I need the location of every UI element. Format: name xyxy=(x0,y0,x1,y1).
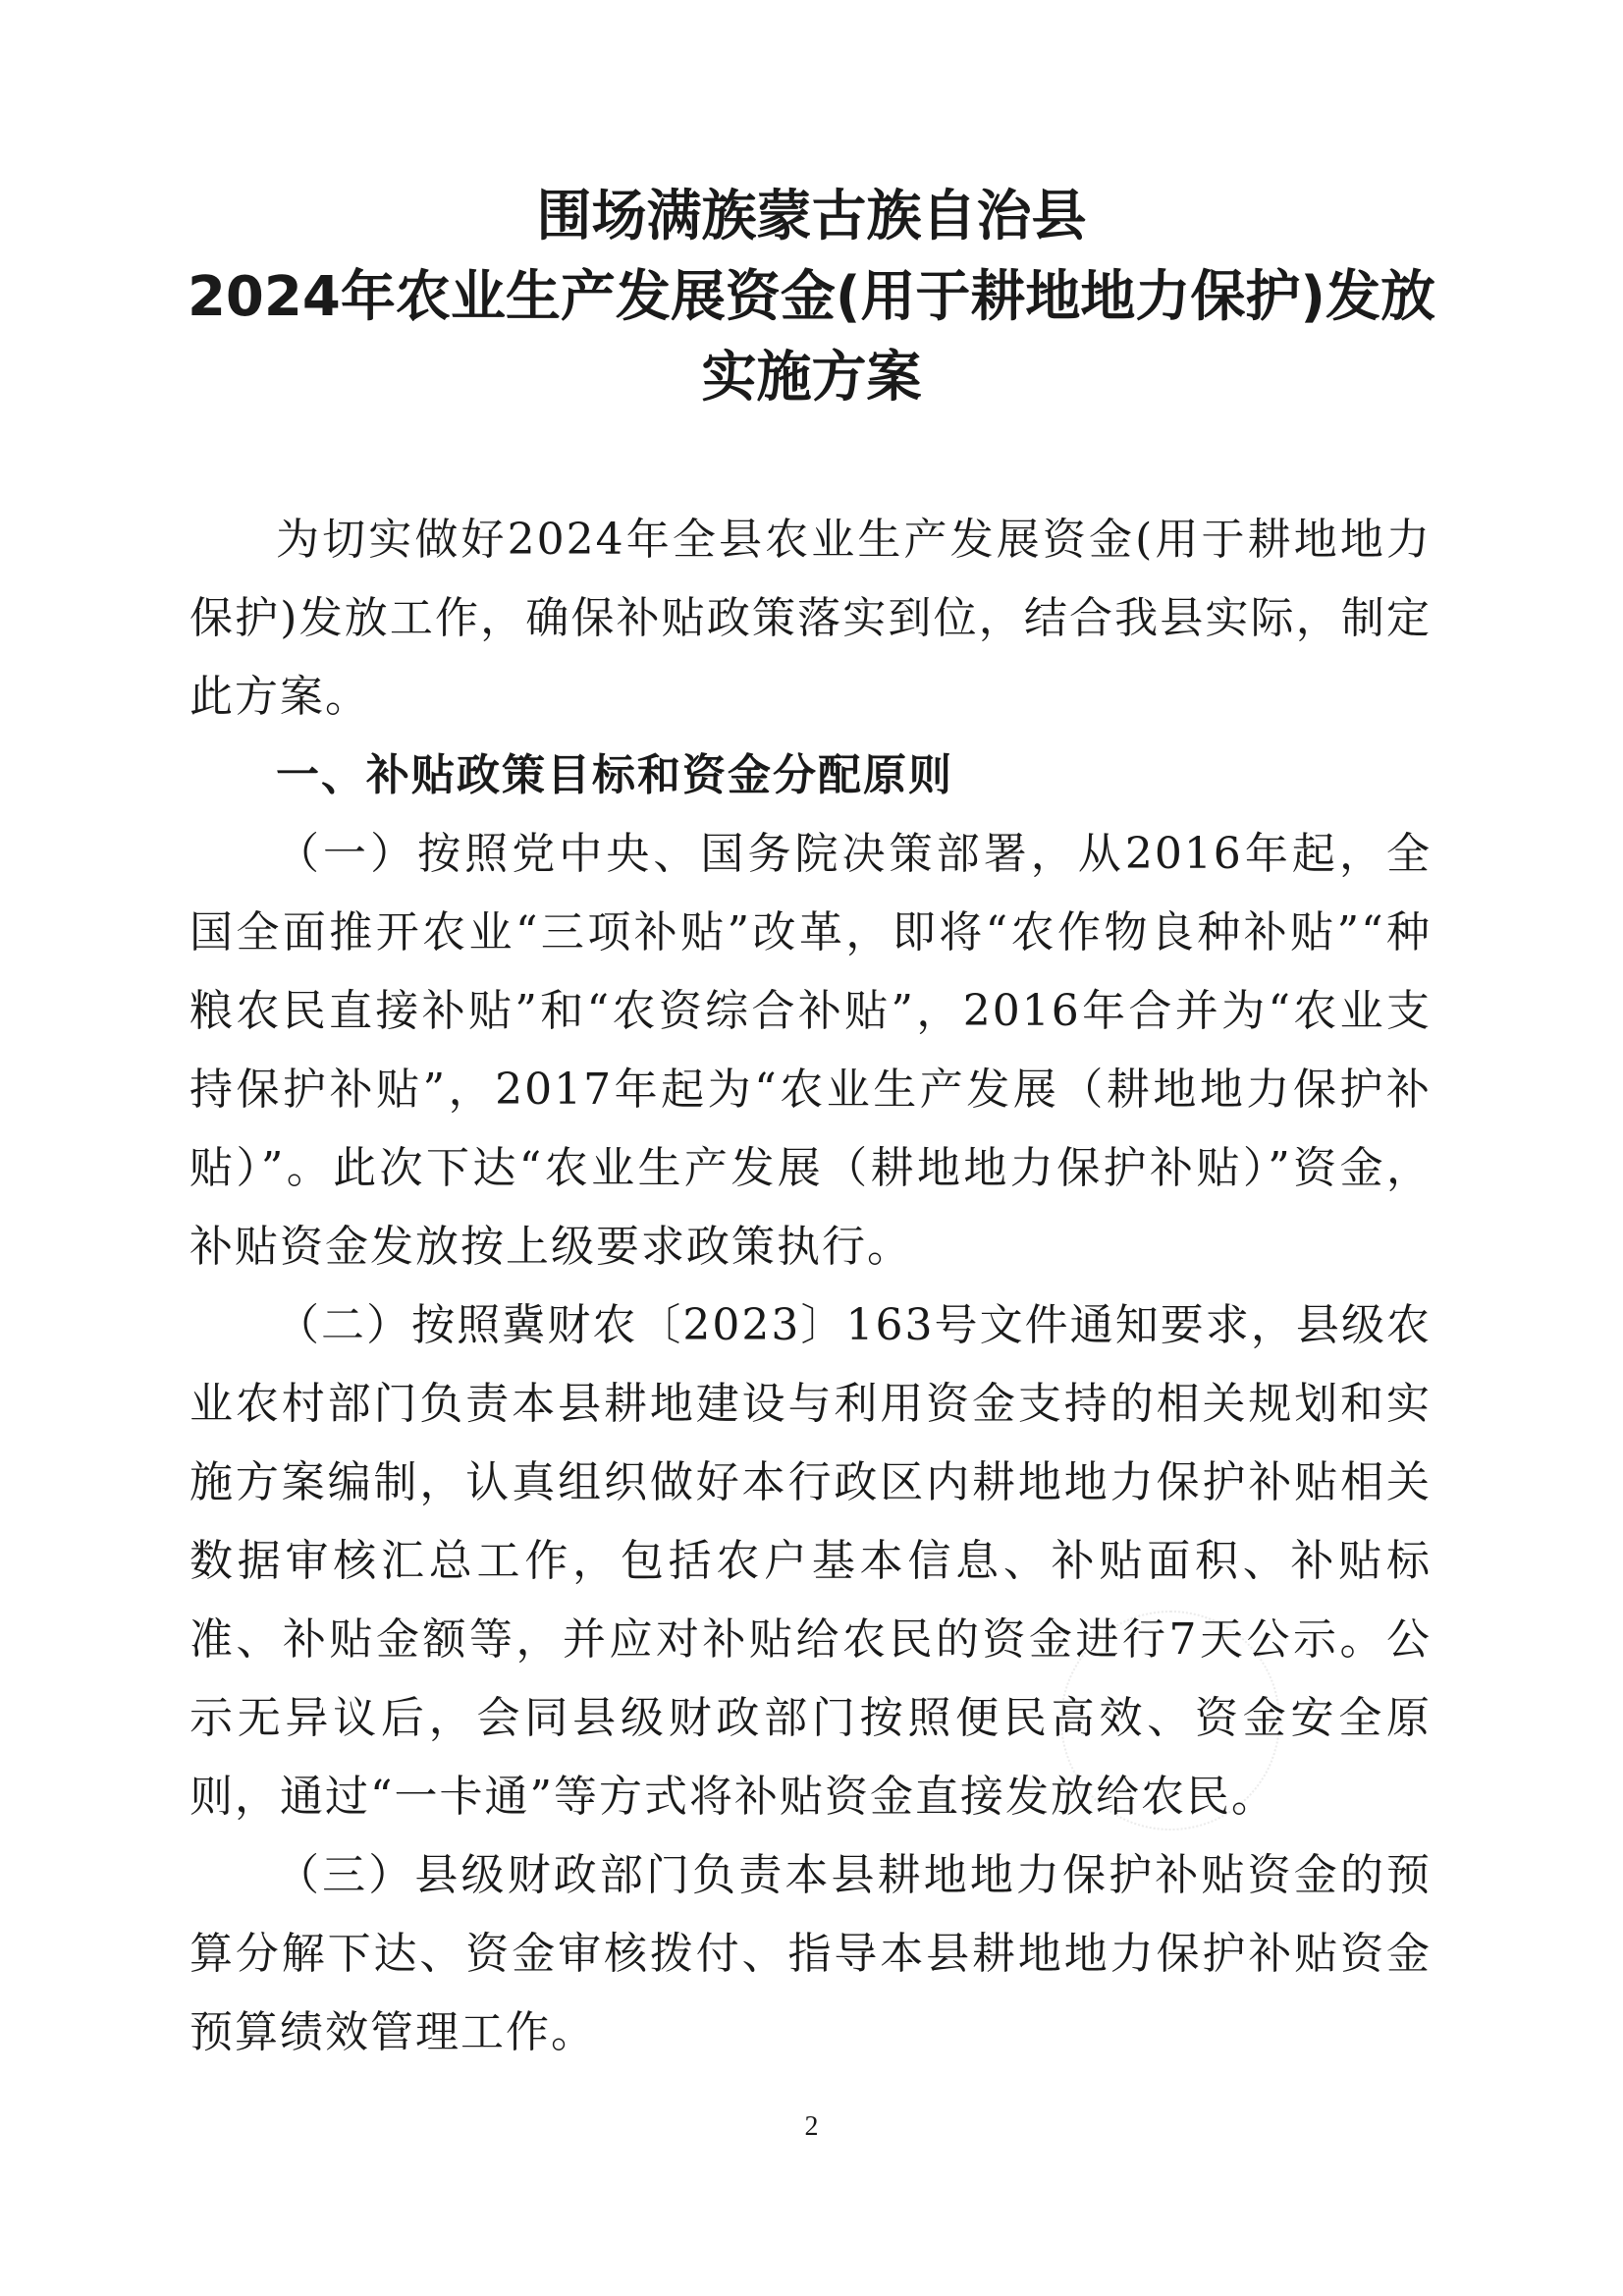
title-line-1: 围场满族蒙古族自治县 xyxy=(536,185,1087,248)
document-body xyxy=(189,501,1432,2072)
faint-seal-trace xyxy=(1060,1611,1280,1831)
intro-paragraph: 为切实做好2024年全县农业生产发展资金(用于耕地地力保护)发放工作，确保补贴政策落实到位，结合我县实际，制定此方案。 xyxy=(189,515,1432,722)
item-3-paragraph: （三）县级财政部门负责本县耕地地力保护补贴资金的预算分解下达、资金审核拨付、指导本县耕地地力保护补贴资金预算绩效管理工作。 xyxy=(189,1850,1432,2057)
title-line-2: 2024年农业生产发展资金(用于耕地地力保护)发放 xyxy=(187,265,1436,329)
item-2-paragraph: （二）按照冀财农〔2023〕163号文件通知要求，县级农业农村部门负责本县耕地建设与利用资金支持的相关规划和实施方案编制，认真组织做好本行政区内耕地地力保护补贴相关数据审核汇总工作，包括农户基本信息、补贴面积、补贴标准、补贴金额等，并应对补贴给农民的资金进行7天公示。公示无异议后，会同县级财政部门按照便民高效、资金安全原则，通过“一卡通”等方式将补贴资金直接发放给农民。 xyxy=(189,1300,1432,1822)
title-line-3: 实施方案 xyxy=(701,346,922,410)
section-heading: 一、补贴政策目标和资金分配原则 xyxy=(276,750,953,800)
page-number: 2 xyxy=(804,2111,819,2142)
document-title xyxy=(147,177,1476,418)
item-1-paragraph: （一）按照党中央、国务院决策部署，从2016年起，全国全面推开农业“三项补贴”改革，即将“农作物良种补贴”“种粮农民直接补贴”和“农资综合补贴”，2016年合并为“农业支持保护补贴”，2017年起为“农业生产发展（耕地地力保护补贴）”。此次下达“农业生产发展（耕地地力保护补贴）”资金，补贴资金发放按上级要求政策执行。 xyxy=(189,829,1432,1272)
